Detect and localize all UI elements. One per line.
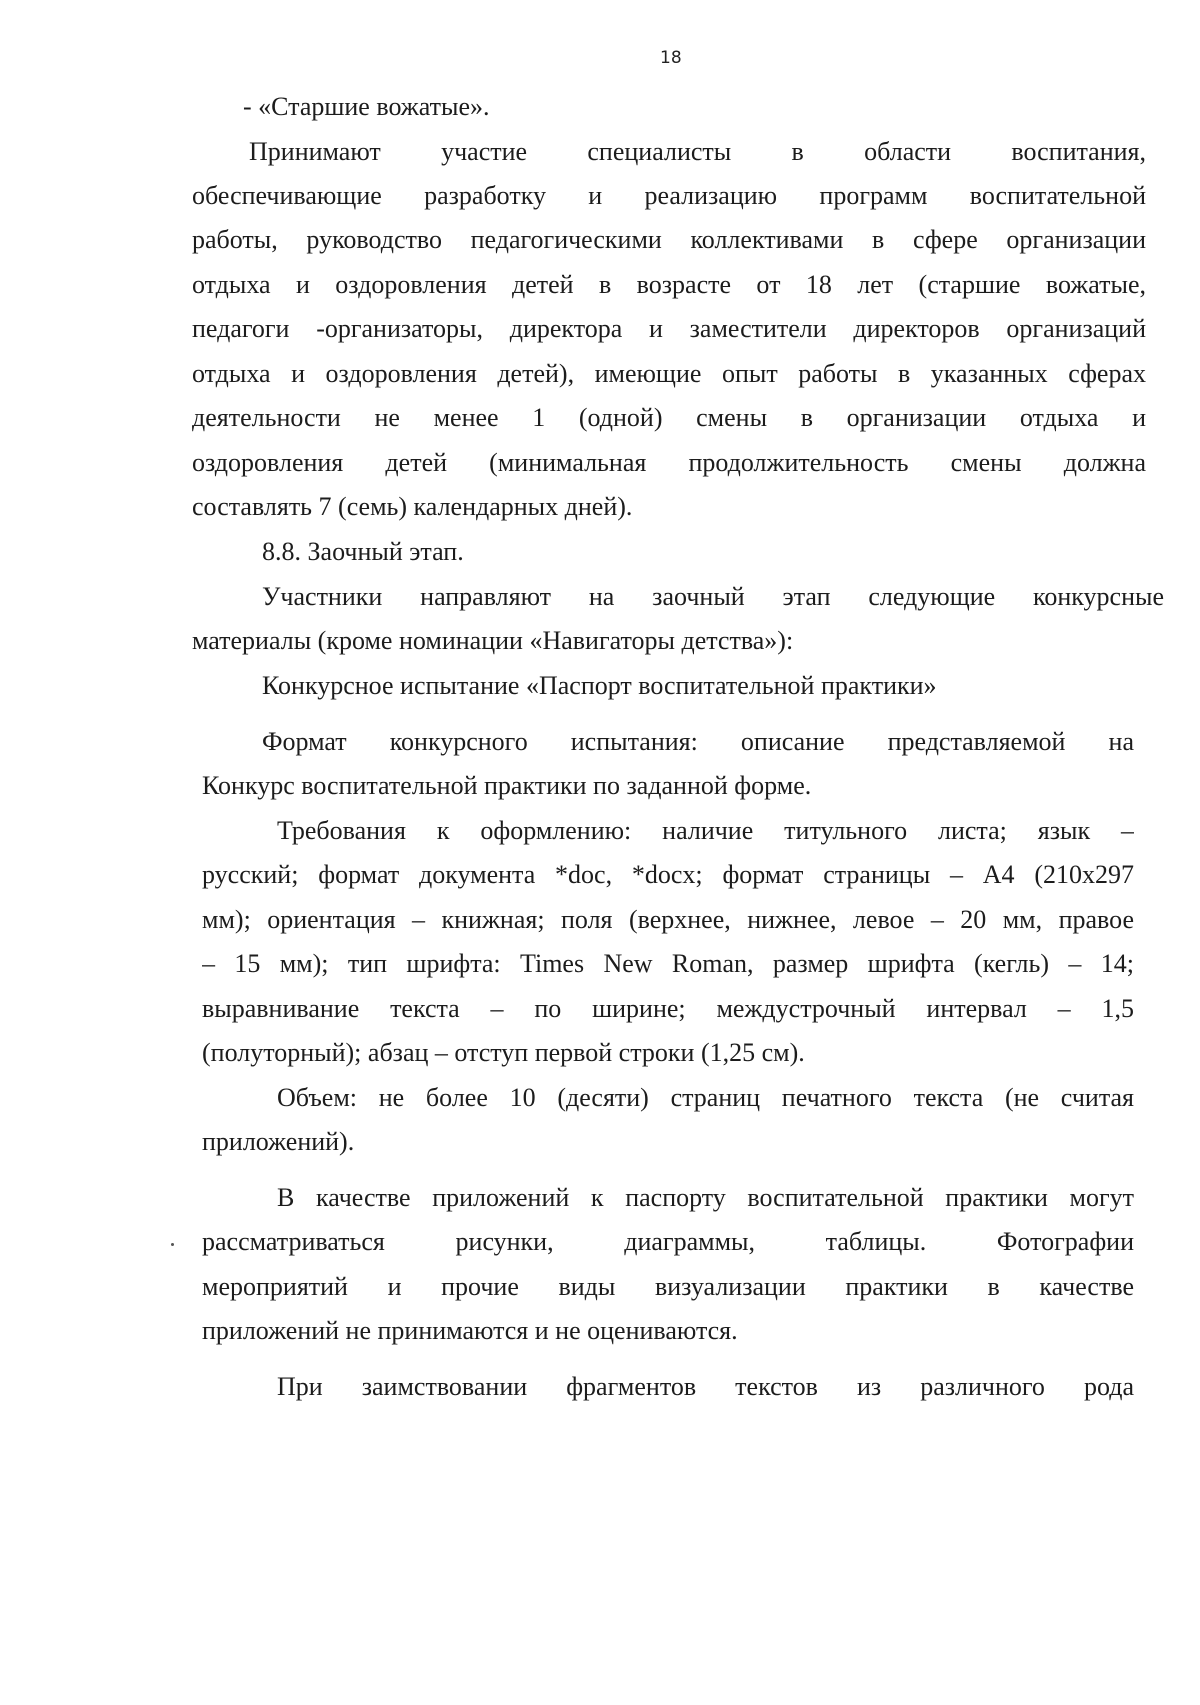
text-line: Объем: не более 10 (десяти) страниц печатного текста (не считая bbox=[277, 1083, 1134, 1112]
text-line: - «Старшие вожатые». bbox=[243, 92, 490, 121]
text-line: отдыха и оздоровления детей в возрасте от 18 лет (старшие вожатые, bbox=[192, 270, 1146, 299]
text-line: отдыха и оздоровления детей), имеющие опыт работы в указанных сферах bbox=[192, 359, 1146, 388]
text-line: Конкурс воспитательной практики по заданной форме. bbox=[202, 771, 812, 800]
text-line: Конкурсное испытание «Паспорт воспитательной практики» bbox=[262, 671, 937, 700]
text-line: Принимают участие специалисты в области воспитания, bbox=[249, 137, 1146, 166]
text-line: материалы (кроме номинации «Навигаторы детства»): bbox=[192, 626, 794, 655]
text-line: оздоровления детей (минимальная продолжительность смены должна bbox=[192, 448, 1146, 477]
text-line: русский; формат документа *doc, *docx; формат страницы – А4 (210x297 bbox=[202, 860, 1134, 889]
text-line: педагоги -организаторы, директора и заместители директоров организаций bbox=[192, 314, 1146, 343]
section-heading: 8.8. Заочный этап. bbox=[262, 537, 464, 566]
text-line: мм); ориентация – книжная; поля (верхнее, нижнее, левое – 20 мм, правое bbox=[202, 905, 1134, 934]
text-line: выравнивание текста – по ширине; междустрочный интервал – 1,5 bbox=[202, 994, 1134, 1023]
text-line: составлять 7 (семь) календарных дней). bbox=[192, 492, 633, 521]
text-line: Требования к оформлению: наличие титульного листа; язык – bbox=[277, 816, 1134, 845]
text-line: Формат конкурсного испытания: описание представляемой на bbox=[262, 727, 1134, 756]
text-line: мероприятий и прочие виды визуализации практики в качестве bbox=[202, 1272, 1134, 1301]
text-line: рассматриваться рисунки, диаграммы, таблицы. Фотографии bbox=[202, 1227, 1134, 1256]
scan-speck-mark bbox=[171, 1243, 174, 1246]
text-line: обеспечивающие разработку и реализацию программ воспитательной bbox=[192, 181, 1146, 210]
text-line: Участники направляют на заочный этап следующие конкурсные bbox=[262, 582, 1164, 611]
text-line: работы, руководство педагогическими коллективами в сфере организации bbox=[192, 225, 1146, 254]
text-line: В качестве приложений к паспорту воспитательной практики могут bbox=[277, 1183, 1134, 1212]
text-line: приложений не принимаются и не оцениваются. bbox=[202, 1316, 738, 1345]
text-line: – 15 мм); тип шрифта: Times New Roman, размер шрифта (кегль) – 14; bbox=[202, 949, 1134, 978]
text-line: приложений). bbox=[202, 1127, 355, 1156]
text-line: деятельности не менее 1 (одной) смены в организации отдыха и bbox=[192, 403, 1146, 432]
text-line: (полуторный); абзац – отступ первой строки (1,25 см). bbox=[202, 1038, 805, 1067]
page-number: 18 bbox=[660, 48, 682, 68]
text-line: При заимствовании фрагментов текстов из различного рода bbox=[277, 1372, 1134, 1401]
